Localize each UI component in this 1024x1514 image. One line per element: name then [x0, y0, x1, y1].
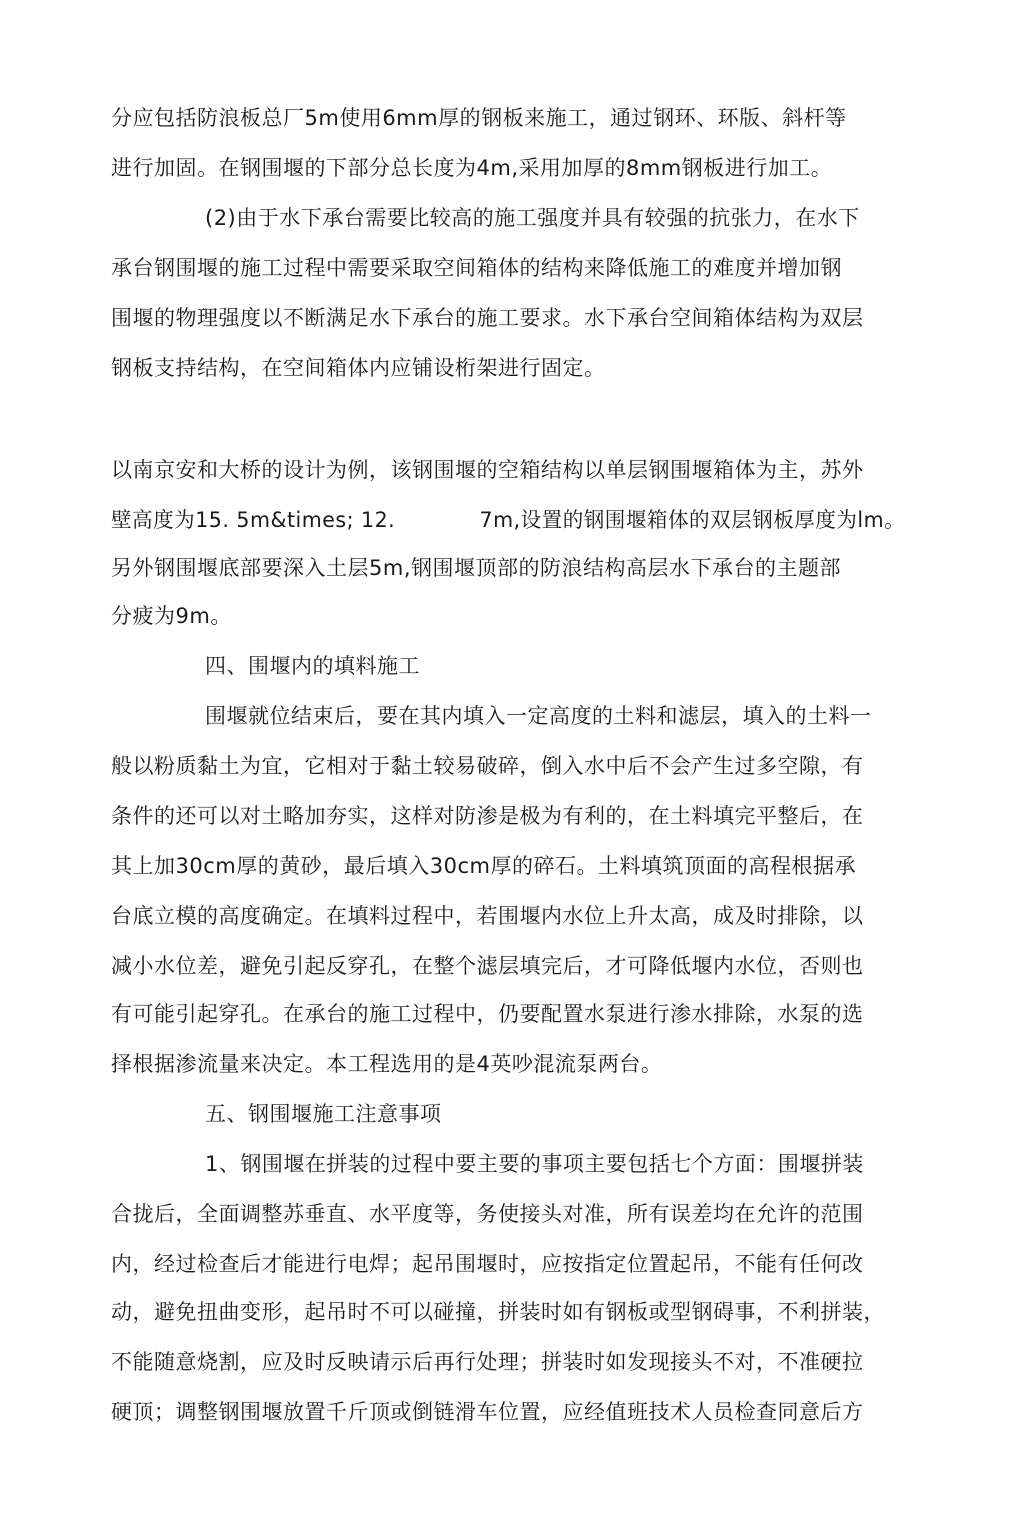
text-line: 分应包括防浪板总厂5m使用6mm厚的钢板来施工，通过钢环、环版、斜杆等 [111, 106, 847, 130]
text-line: 围堰的物理强度以不断满足水下承台的施工要求。水下承台空间箱体结构为双层 [111, 306, 864, 330]
section-heading: 五、钢围堰施工注意事项 [205, 1102, 442, 1126]
text-line: 般以粉质黏土为宜，它相对于黏土较易破碎，倒入水中后不会产生过多空隙，有 [111, 754, 864, 778]
text-line: 动，避免扭曲变形，起吊时不可以碰撞，拼装时如有钢板或型钢碍事，不利拼装， [111, 1300, 885, 1324]
text-line: 围堰就位结束后，要在其内填入一定高度的土料和滤层，填入的土料一 [205, 704, 872, 728]
text-line: 承台钢围堰的施工过程中需要采取空间箱体的结构来降低施工的难度并增加钢 [111, 256, 842, 280]
text-line: (2)由于水下承台需要比较高的施工强度并具有较强的抗张力，在水下 [205, 206, 860, 230]
text-line: 钢板支持结构，在空间箱体内应铺设桁架进行固定。 [111, 356, 606, 380]
text-line: 其上加30cm厚的黄砂，最后填入30cm厚的碎石。土料填筑顶面的高程根据承 [111, 854, 856, 878]
text-line: 不能随意烧割，应及时反映请示后再行处理；拼装时如发现接头不对，不准硬拉 [111, 1350, 864, 1374]
text-line: 有可能引起穿孔。在承台的施工过程中，仍要配置水泵进行渗水排除，水泵的选 [111, 1002, 864, 1026]
text-line: 进行加固。在钢围堰的下部分总长度为4m,采用加厚的8mm钢板进行加工。 [111, 156, 833, 180]
text-line: 条件的还可以对土略加夯实，这样对防渗是极为有利的，在土料填完平整后，在 [111, 804, 864, 828]
text-line: 另外钢围堰底部要深入土层5m,钢围堰顶部的防浪结构高层水下承台的主题部 [111, 556, 841, 580]
text-line: 1、钢围堰在拼装的过程中要主要的事项主要包括七个方面：围堰拼装 [205, 1152, 864, 1176]
text-line: 合拢后，全面调整苏垂直、水平度等，务使接头对准，所有误差均在允许的范围 [111, 1202, 864, 1226]
text-line: 以南京安和大桥的设计为例，该钢围堰的空箱结构以单层钢围堰箱体为主，苏外 [111, 458, 864, 482]
text-line: 减小水位差，避免引起反穿孔，在整个滤层填完后，才可降低堰内水位，否则也 [111, 954, 864, 978]
text-line: 硬顶；调整钢围堰放置千斤顶或倒链滑车位置，应经值班技术人员检查同意后方 [111, 1400, 864, 1424]
section-heading: 四、围堰内的填料施工 [205, 654, 420, 678]
text-line: 内，经过检查后才能进行电焊；起吊围堰时，应按指定位置起吊，不能有任何改 [111, 1252, 864, 1276]
text-line: 分疲为9m。 [111, 604, 232, 628]
text-line: 台底立模的高度确定。在填料过程中，若围堰内水位上升太高，成及时排除，以 [111, 904, 864, 928]
text-line: 择根据渗流量来决定。本工程选用的是4英吵混流泵两台。 [111, 1052, 663, 1076]
text-line: 壁高度为15. 5m&times; 12. 7m,设置的钢围堰箱体的双层钢板厚度为lm。 [111, 508, 906, 532]
